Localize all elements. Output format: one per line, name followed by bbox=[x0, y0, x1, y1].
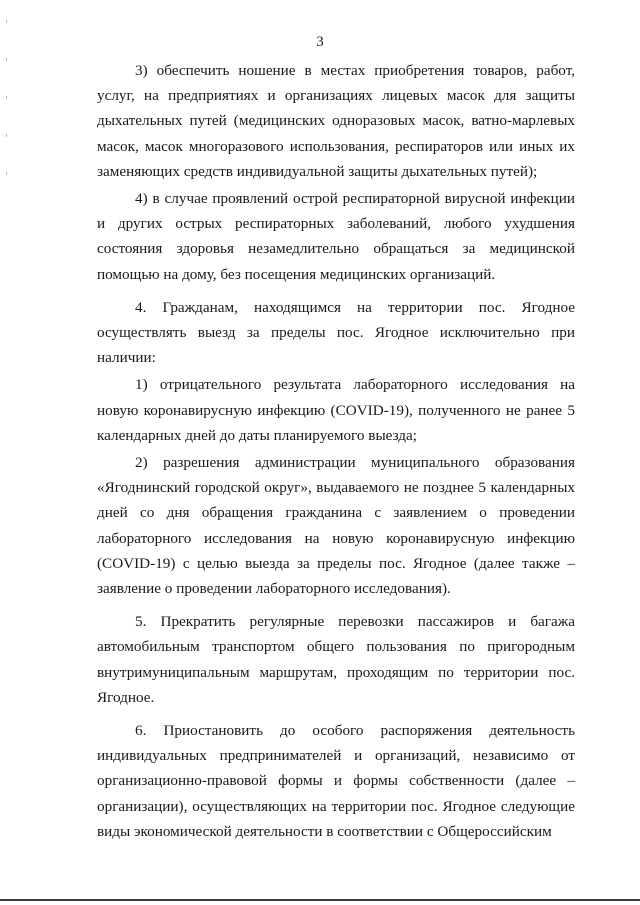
scan-edge-mark bbox=[6, 96, 7, 99]
paragraph-clause-3: 3) обеспечить ношение в местах приобретения товаров, работ, услуг, на предприятиях и организациях лицевых масок для защиты дыхательных путей (медицинских одноразовых масок, ватно-марлевых масок, масок многоразового использования, респираторов или иных их заменяющих средств индивидуальной защиты дыхательных путей); bbox=[97, 62, 575, 180]
scan-bottom-edge bbox=[0, 899, 640, 901]
page-number: 3 bbox=[316, 34, 324, 50]
scan-edge-mark bbox=[6, 58, 7, 61]
paragraph-item-5: 5. Прекратить регулярные перевозки пассажиров и багажа автомобильным транспортом общего пользования по пригородным внутримуниципальным маршрутам, проходящим по территории пос. Ягодное. bbox=[97, 613, 575, 706]
scan-edge-mark bbox=[6, 134, 7, 137]
paragraph-item-4-sub-2: 2) разрешения администрации муниципального образования «Ягоднинский городской округ», выдаваемого не позднее 5 календарных дней со дня обращения гражданина с заявлением о проведении лабораторного исследования на новую коронавирусную инфекцию (COVID-19) с целью выезда за пределы пос. Ягодное (далее также – заявление о проведении лабораторного исследования). bbox=[97, 454, 575, 598]
scan-edge-mark bbox=[6, 172, 7, 175]
paragraph-item-4: 4. Гражданам, находящимся на территории пос. Ягодное осуществлять выезд за пределы пос. Ягодное исключительно при наличии: bbox=[97, 298, 575, 367]
paragraph-item-6: 6. Приостановить до особого распоряжения деятельность индивидуальных предпринимателей и организаций, независимо от организационно-правовой формы и формы собственности (далее – организации), осуществляющих на территории пос. Ягодное следующие виды экономической деятельности в соответствии с Общероссийским bbox=[97, 722, 575, 840]
document-body bbox=[97, 58, 575, 846]
paragraph-clause-4-sub: 4) в случае проявлений острой респираторной вирусной инфекции и других острых респираторных заболеваний, любого ухудшения состояния здоровья незамедлительно обращаться за медицинской помощью на дому, без посещения медицинских организаций. bbox=[97, 190, 575, 283]
paragraph-item-4-sub-1: 1) отрицательного результата лабораторного исследования на новую коронавирусную инфекцию (COVID-19), полученного не ранее 5 календарных дней до даты планируемого выезда; bbox=[97, 376, 575, 444]
scan-edge-mark bbox=[6, 20, 7, 23]
